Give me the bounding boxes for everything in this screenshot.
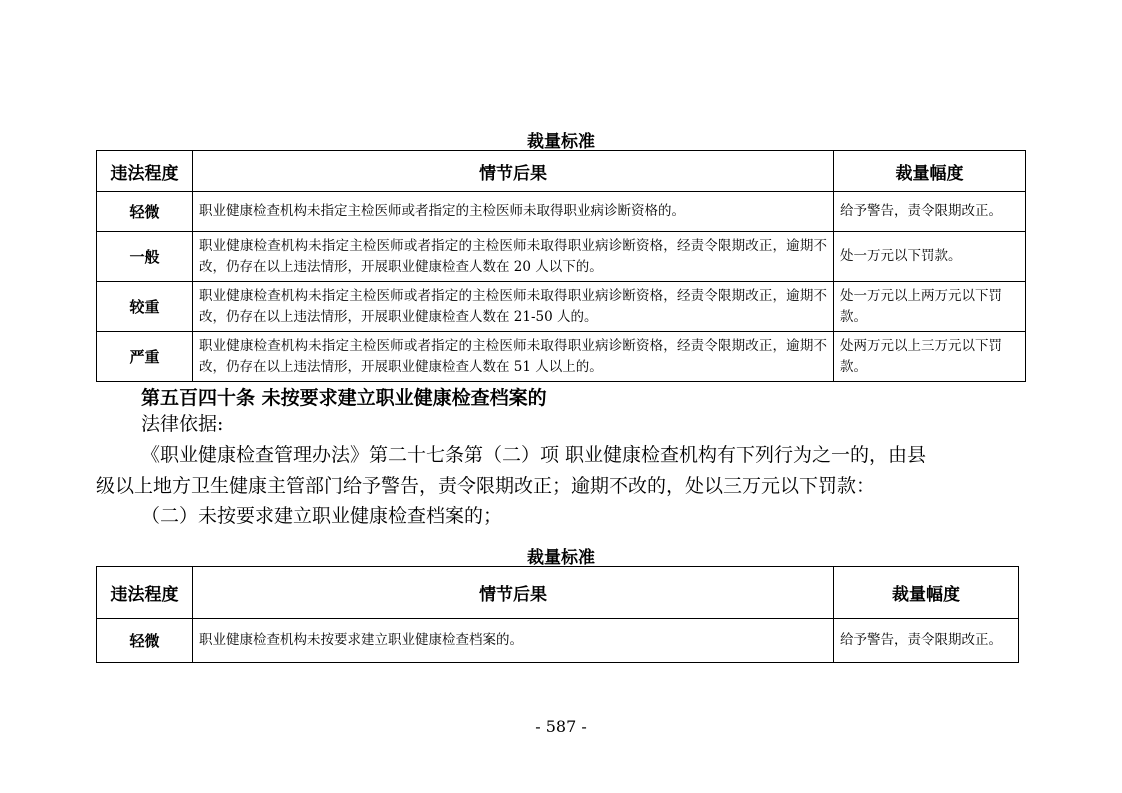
table1 — [96, 150, 1026, 382]
level-cell: 轻微 — [97, 619, 193, 663]
facts-cell: 职业健康检查机构未指定主检医师或者指定的主检医师未取得职业病诊断资格，经责令限期改正，逾期不改，仍存在以上违法情形，开展职业健康检查人数在 20 人以下的。 — [193, 232, 834, 282]
table2 — [96, 566, 1019, 663]
penalty-cell: 处一万元以下罚款。 — [834, 232, 1026, 282]
table1-header-penalty: 裁量幅度 — [834, 151, 1026, 192]
facts-cell: 职业健康检查机构未指定主检医师或者指定的主检医师未取得职业病诊断资格，经责令限期改正，逾期不改，仍存在以上违法情形，开展职业健康检查人数在 51 人以上的。 — [193, 332, 834, 382]
penalty-cell: 处一万元以上两万元以下罚款。 — [834, 282, 1026, 332]
legal-basis-label: 法律依据: — [141, 413, 224, 435]
table-row — [97, 192, 1026, 232]
penalty-cell: 处两万元以上三万元以下罚款。 — [834, 332, 1026, 382]
level-cell: 较重 — [97, 282, 193, 332]
table1-header-row — [97, 151, 1026, 192]
table-row — [97, 332, 1026, 382]
article-title: 第五百四十条 未按要求建立职业健康检查档案的 — [141, 387, 547, 409]
table2-header-penalty: 裁量幅度 — [834, 567, 1019, 619]
facts-cell: 职业健康检查机构未指定主检医师或者指定的主检医师未取得职业病诊断资格，经责令限期改正，逾期不改，仍存在以上违法情形，开展职业健康检查人数在 21-50 人的。 — [193, 282, 834, 332]
table1-caption: 裁量标准 — [527, 132, 595, 152]
legal-basis-item: （二）未按要求建立职业健康检查档案的； — [141, 505, 503, 527]
table2-header-level: 违法程度 — [97, 567, 193, 619]
legal-basis-line-1: 《职业健康检查管理办法》第二十七条第（二）项 职业健康检查机构有下列行为之一的，由县 — [141, 444, 927, 466]
level-cell: 严重 — [97, 332, 193, 382]
level-cell: 轻微 — [97, 192, 193, 232]
table2-caption: 裁量标准 — [527, 548, 595, 568]
table2-header-row — [97, 567, 1019, 619]
table-row — [97, 282, 1026, 332]
table-row — [97, 619, 1019, 663]
penalty-cell: 给予警告，责令限期改正。 — [834, 192, 1026, 232]
penalty-cell: 给予警告，责令限期改正。 — [834, 619, 1019, 663]
page-number: - 587 - — [535, 717, 587, 736]
table2-header-facts: 情节后果 — [193, 567, 834, 619]
table1-header-level: 违法程度 — [97, 151, 193, 192]
level-cell: 一般 — [97, 232, 193, 282]
facts-cell: 职业健康检查机构未指定主检医师或者指定的主检医师未取得职业病诊断资格的。 — [193, 192, 834, 232]
legal-basis-line-2: 级以上地方卫生健康主管部门给予警告，责令限期改正；逾期不改的，处以三万元以下罚款： — [96, 475, 876, 497]
facts-cell: 职业健康检查机构未按要求建立职业健康检查档案的。 — [193, 619, 834, 663]
table1-header-facts: 情节后果 — [193, 151, 834, 192]
table-row — [97, 232, 1026, 282]
